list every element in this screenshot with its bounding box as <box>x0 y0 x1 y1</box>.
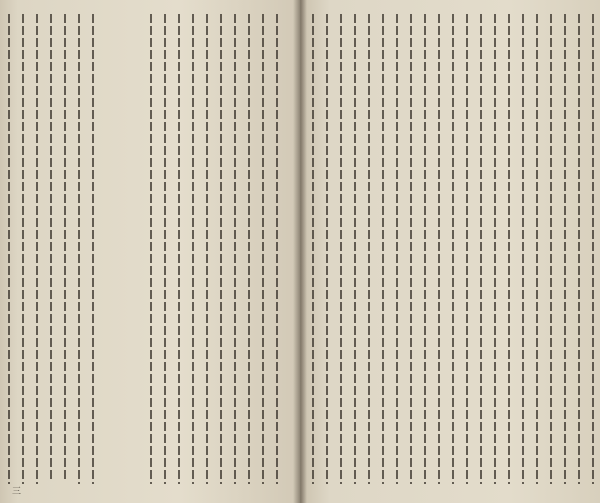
text-column <box>466 14 468 484</box>
text-column <box>234 14 236 484</box>
text-column <box>536 14 538 484</box>
text-column <box>354 14 356 484</box>
text-column <box>508 14 510 484</box>
text-column <box>382 14 384 484</box>
right-page <box>300 0 600 503</box>
book-gutter <box>293 0 307 503</box>
text-column <box>8 14 10 484</box>
text-column <box>396 14 398 484</box>
text-column <box>438 14 440 484</box>
text-column <box>340 14 342 484</box>
text-column <box>424 14 426 484</box>
text-column <box>410 14 412 484</box>
text-column <box>368 14 370 484</box>
text-column <box>164 14 166 484</box>
text-column <box>220 14 222 484</box>
text-column <box>276 14 278 484</box>
text-column <box>494 14 496 484</box>
text-column <box>178 14 180 484</box>
text-column <box>78 14 80 484</box>
text-column <box>206 14 208 484</box>
text-column <box>480 14 482 484</box>
text-column <box>522 14 524 484</box>
text-column <box>50 14 52 482</box>
text-column <box>150 14 152 484</box>
text-column <box>578 14 580 484</box>
text-column <box>192 14 194 484</box>
text-column <box>262 14 264 484</box>
text-column <box>326 14 328 484</box>
text-column <box>312 14 314 484</box>
text-column <box>248 14 250 484</box>
text-column <box>564 14 566 484</box>
text-column <box>36 14 38 484</box>
text-column <box>92 14 94 484</box>
text-column <box>550 14 552 484</box>
text-column <box>592 14 594 484</box>
text-column <box>452 14 454 484</box>
text-column <box>64 14 66 480</box>
text-column <box>22 14 24 484</box>
page-number: 三 <box>12 487 22 497</box>
